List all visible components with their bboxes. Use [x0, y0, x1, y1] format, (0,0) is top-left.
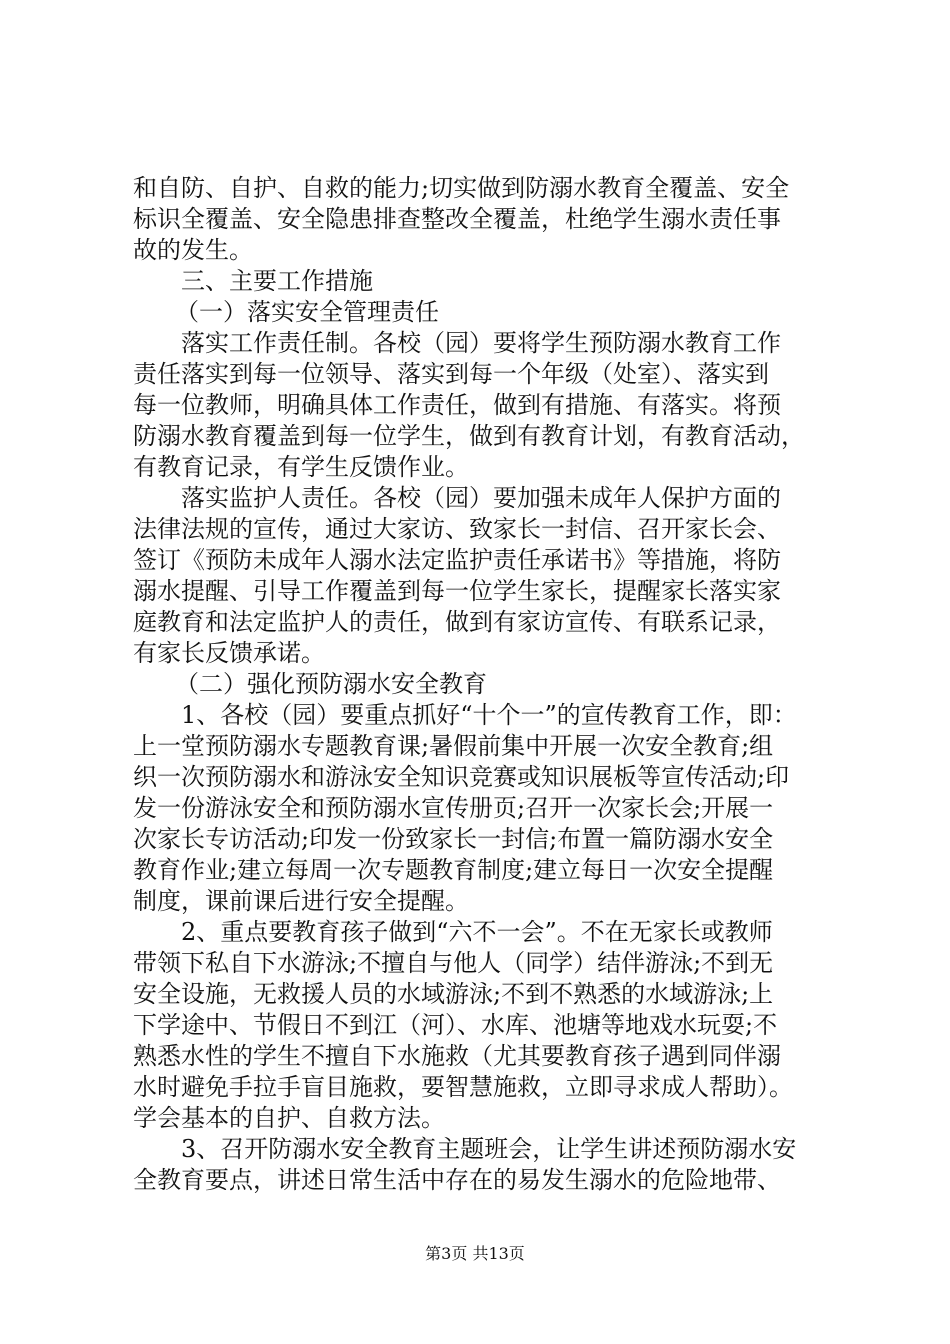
- text-line: 制度，课前课后进行安全提醒。: [133, 887, 469, 915]
- text-line: 1、各校（园）要重点抓好“十个一”的宣传教育工作，即：: [181, 701, 797, 729]
- text-line: 教育作业;建立每周一次专题教育制度;建立每日一次安全提醒: [133, 856, 774, 884]
- text-line: 发一份游泳安全和预防溺水宣传册页;召开一次家长会;开展一: [133, 794, 774, 822]
- text-line: 水时避免手拉手盲目施救，要智慧施救，立即寻求成人帮助）。: [133, 1073, 793, 1101]
- text-line: 每一位教师，明确具体工作责任，做到有措施、有落实。将预: [133, 391, 781, 419]
- text-line: 安全设施，无救援人员的水域游泳;不到不熟悉的水域游泳;上: [133, 980, 774, 1008]
- text-line: 带领下私自下水游泳;不擅自与他人（同学）结伴游泳;不到无: [133, 949, 774, 977]
- text-line: 和自防、自护、自救的能力;切实做到防溺水教育全覆盖、安全: [133, 174, 790, 202]
- text-line: 法律法规的宣传，通过大家访、致家长一封信、召开家长会、: [133, 515, 781, 543]
- document-body: [133, 173, 833, 1196]
- text-line: 落实监护人责任。各校（园）要加强未成年人保护方面的: [181, 484, 781, 512]
- text-line: 溺水提醒、引导工作覆盖到每一位学生家长，提醒家长落实家: [133, 577, 781, 605]
- text-line: 签订《预防未成年人溺水法定监护责任承诺书》等措施，将防: [133, 546, 781, 574]
- text-line: 3、召开防溺水安全教育主题班会，让学生讲述预防溺水安: [181, 1135, 797, 1163]
- text-line: 2、重点要教育孩子做到“六不一会”。不在无家长或教师: [181, 918, 773, 946]
- text-line: 标识全覆盖、安全隐患排查整改全覆盖，杜绝学生溺水责任事: [133, 205, 781, 233]
- text-line: 全教育要点，讲述日常生活中存在的易发生溺水的危险地带、: [133, 1166, 781, 1194]
- text-line: 下学途中、节假日不到江（河）、水库、池塘等地戏水玩耍;不: [133, 1011, 778, 1039]
- text-line: 责任落实到每一位领导、落实到每一个年级（处室）、落实到: [133, 360, 769, 388]
- text-line: 织一次预防溺水和游泳安全知识竞赛或知识展板等宣传活动;印: [133, 763, 790, 791]
- subsection-heading: （一）落实安全管理责任: [175, 298, 439, 326]
- text-line: 防溺水教育覆盖到每一位学生，做到有教育计划，有教育活动，: [133, 422, 805, 450]
- section-heading: 三、主要工作措施: [181, 267, 373, 295]
- text-line: 学会基本的自护、自救方法。: [133, 1104, 445, 1132]
- page-number-footer: 第3页 共13页: [425, 1244, 525, 1263]
- text-line: 有教育记录，有学生反馈作业。: [133, 453, 469, 481]
- text-line: 上一堂预防溺水专题教育课;暑假前集中开展一次安全教育;组: [133, 732, 774, 760]
- text-line: 庭教育和法定监护人的责任，做到有家访宣传、有联系记录，: [133, 608, 781, 636]
- text-line: 次家长专访活动;印发一份致家长一封信;布置一篇防溺水安全: [133, 825, 774, 853]
- text-line: 有家长反馈承诺。: [133, 639, 325, 667]
- subsection-heading: （二）强化预防溺水安全教育: [175, 670, 487, 698]
- text-line: 落实工作责任制。各校（园）要将学生预防溺水教育工作: [181, 329, 781, 357]
- text-line: 熟悉水性的学生不擅自下水施救（尤其要教育孩子遇到同伴溺: [133, 1042, 781, 1070]
- text-line: 故的发生。: [133, 236, 253, 264]
